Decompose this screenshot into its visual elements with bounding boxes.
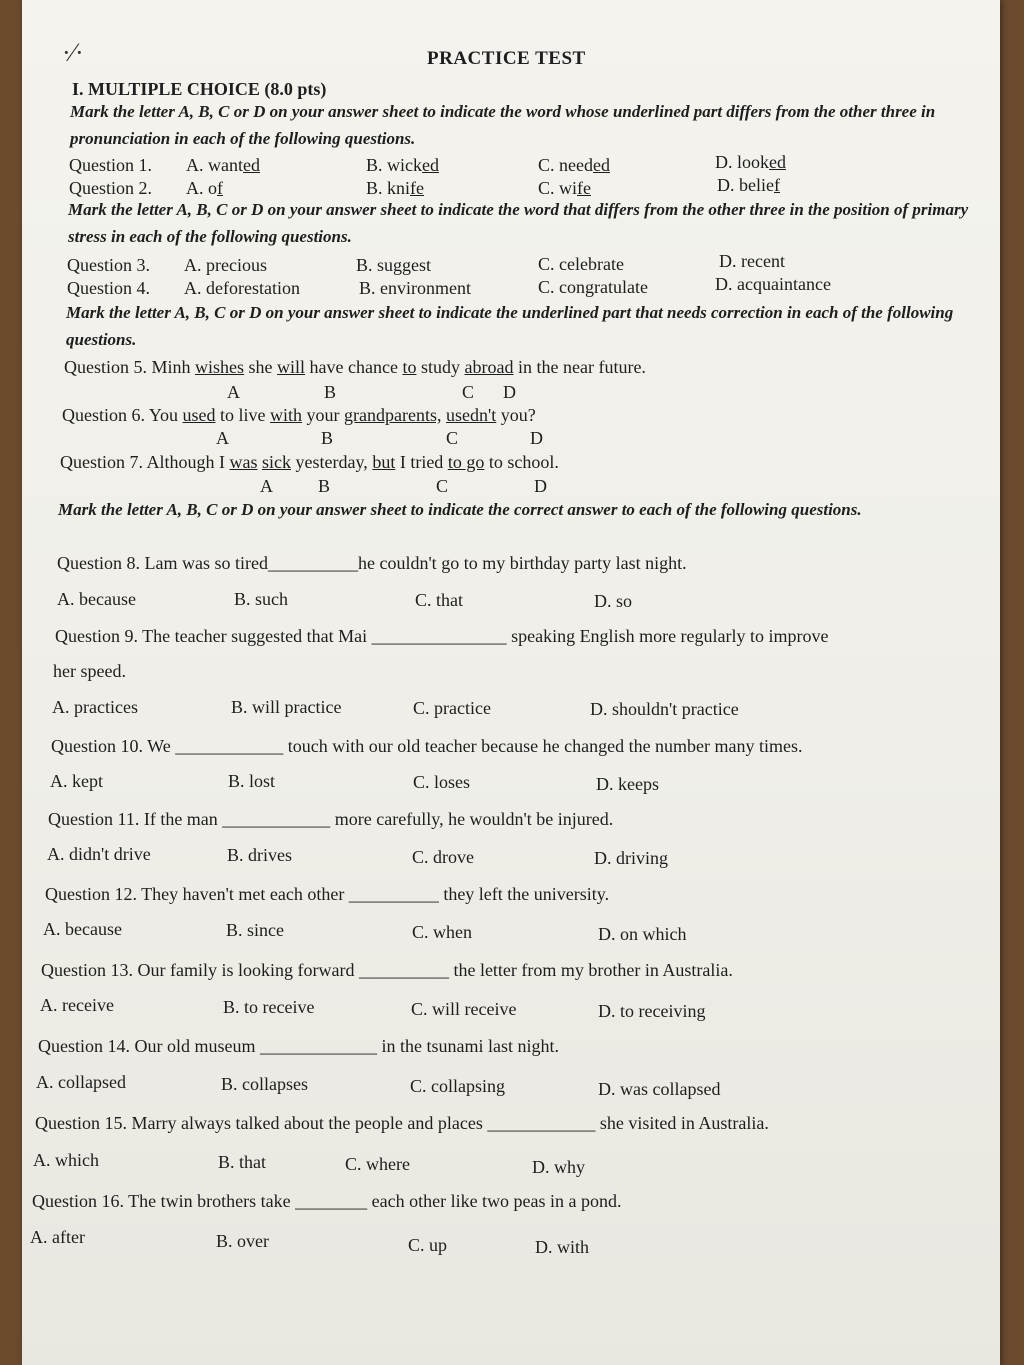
q16-option-b: B. over: [216, 1231, 269, 1251]
instruction-stress: Mark the letter A, B, C or D on your answer sheet to indicate the word that differs from the other three in the position of primary stress in each of the following questions.: [68, 200, 969, 246]
q7-letter-c: C: [436, 476, 449, 496]
q4-option-c: C. congratulate: [538, 277, 648, 297]
q9-option-d: D. shouldn't practice: [590, 699, 739, 719]
question-2-label: Question 2.: [69, 178, 152, 198]
question-9-stem: Question 9. The teacher suggested that Mai _______________ speaking English more regularly to improve: [55, 626, 829, 646]
q15-option-a: A. which: [33, 1150, 99, 1170]
q9-option-a: A. practices: [52, 697, 138, 717]
q13-option-a: A. receive: [40, 995, 114, 1015]
q8-option-d: D. so: [594, 591, 633, 611]
q13-option-b: B. to receive: [223, 997, 315, 1017]
q8-option-c: C. that: [415, 590, 463, 610]
question-4-label: Question 4.: [67, 278, 150, 298]
q1-option-a: A. wanted: [186, 155, 260, 175]
worksheet-page: [22, 0, 1000, 1365]
q10-option-c: C. loses: [413, 772, 471, 792]
q5-letter-b: B: [324, 382, 337, 402]
instruction-pronunciation: Mark the letter A, B, C or D on your answer sheet to indicate the word whose underlined part differs from the other three in pronunciation in each of the following questions.: [70, 102, 936, 148]
q8-option-a: A. because: [57, 589, 136, 609]
q3-option-a: A. precious: [184, 255, 267, 275]
q16-option-a: A. after: [30, 1227, 85, 1247]
question-12-stem: Question 12. They haven't met each other __________ they left the university.: [45, 884, 610, 904]
page-title: PRACTICE TEST: [427, 48, 586, 69]
pen-mark: ·⁄·: [62, 38, 84, 67]
q12-option-c: C. when: [412, 922, 472, 942]
q9-option-c: C. practice: [413, 698, 491, 718]
q1-option-b: B. wicked: [366, 155, 439, 175]
q3-option-b: B. suggest: [356, 255, 432, 275]
q14-option-d: D. was collapsed: [598, 1079, 721, 1099]
section-heading: I. MULTIPLE CHOICE (8.0 pts): [72, 79, 327, 99]
question-3-label: Question 3.: [67, 255, 150, 275]
q15-option-c: C. where: [345, 1154, 410, 1174]
q11-option-a: A. didn't drive: [47, 844, 151, 864]
q4-option-a: A. deforestation: [184, 278, 300, 298]
q6-letter-d: D: [530, 428, 543, 448]
q3-option-d: D. recent: [719, 251, 785, 271]
question-7-stem: Question 7. Although I was sick yesterday, but I tried to go to school.: [60, 452, 559, 472]
question-1-label: Question 1.: [69, 155, 152, 175]
q7-letter-a: A: [260, 476, 273, 496]
q2-option-b: B. knife: [366, 178, 424, 198]
instruction-correction: Mark the letter A, B, C or D on your answer sheet to indicate the underlined part that needs correction in each of the following questions.: [66, 303, 954, 349]
q7-letter-b: B: [318, 476, 331, 496]
q13-option-c: C. will receive: [411, 999, 517, 1019]
q16-option-d: D. with: [535, 1237, 589, 1257]
q12-option-b: B. since: [226, 920, 284, 940]
question-9-stem-cont: her speed.: [53, 661, 126, 681]
question-15-stem: Question 15. Marry always talked about the people and places ____________ she visited in Australia.: [35, 1113, 769, 1133]
q6-letter-b: B: [321, 428, 334, 448]
q7-letter-d: D: [534, 476, 547, 496]
q9-option-b: B. will practice: [231, 697, 342, 717]
q8-option-b: B. such: [234, 589, 288, 609]
q15-option-d: D. why: [532, 1157, 585, 1177]
q11-option-b: B. drives: [227, 845, 292, 865]
question-11-stem: Question 11. If the man ____________ more carefully, he wouldn't be injured.: [48, 809, 614, 829]
q14-option-c: C. collapsing: [410, 1076, 505, 1096]
q10-option-d: D. keeps: [596, 774, 659, 794]
question-6-stem: Question 6. You used to live with your grandparents, usedn't you?: [62, 405, 536, 425]
q4-option-d: D. acquaintance: [715, 274, 831, 294]
q6-letter-c: C: [446, 428, 459, 448]
question-10-stem: Question 10. We ____________ touch with our old teacher because he changed the number many times.: [51, 736, 803, 756]
q6-letter-a: A: [216, 428, 229, 448]
q13-option-d: D. to receiving: [598, 1001, 706, 1021]
q5-letter-a: A: [227, 382, 240, 402]
q11-option-d: D. driving: [594, 848, 668, 868]
question-13-stem: Question 13. Our family is looking forward __________ the letter from my brother in Australia.: [41, 960, 733, 980]
question-5-stem: Question 5. Minh wishes she will have chance to study abroad in the near future.: [64, 357, 646, 377]
q5-letter-d: D: [503, 382, 516, 402]
question-16-stem: Question 16. The twin brothers take ________ each other like two peas in a pond.: [32, 1191, 622, 1211]
q1-option-d: D. looked: [715, 152, 786, 172]
q11-option-c: C. drove: [412, 847, 474, 867]
instruction-correct-answer: Mark the letter A, B, C or D on your answer sheet to indicate the correct answer to each of the following questions.: [58, 500, 862, 519]
q14-option-a: A. collapsed: [36, 1072, 126, 1092]
q15-option-b: B. that: [218, 1152, 266, 1172]
q3-option-c: C. celebrate: [538, 254, 624, 274]
q2-option-d: D. belief: [717, 175, 780, 195]
question-14-stem: Question 14. Our old museum _____________ in the tsunami last night.: [38, 1036, 559, 1056]
q16-option-c: C. up: [408, 1235, 448, 1255]
q14-option-b: B. collapses: [221, 1074, 308, 1094]
q5-letter-c: C: [462, 382, 475, 402]
question-8-stem: Question 8. Lam was so tired__________he couldn't go to my birthday party last night.: [57, 553, 687, 573]
q12-option-a: A. because: [43, 919, 122, 939]
q4-option-b: B. environment: [359, 278, 471, 298]
q12-option-d: D. on which: [598, 924, 687, 944]
q2-option-a: A. of: [186, 178, 223, 198]
q1-option-c: C. needed: [538, 155, 610, 175]
q2-option-c: C. wife: [538, 178, 591, 198]
q10-option-b: B. lost: [228, 771, 276, 791]
q10-option-a: A. kept: [50, 771, 103, 791]
